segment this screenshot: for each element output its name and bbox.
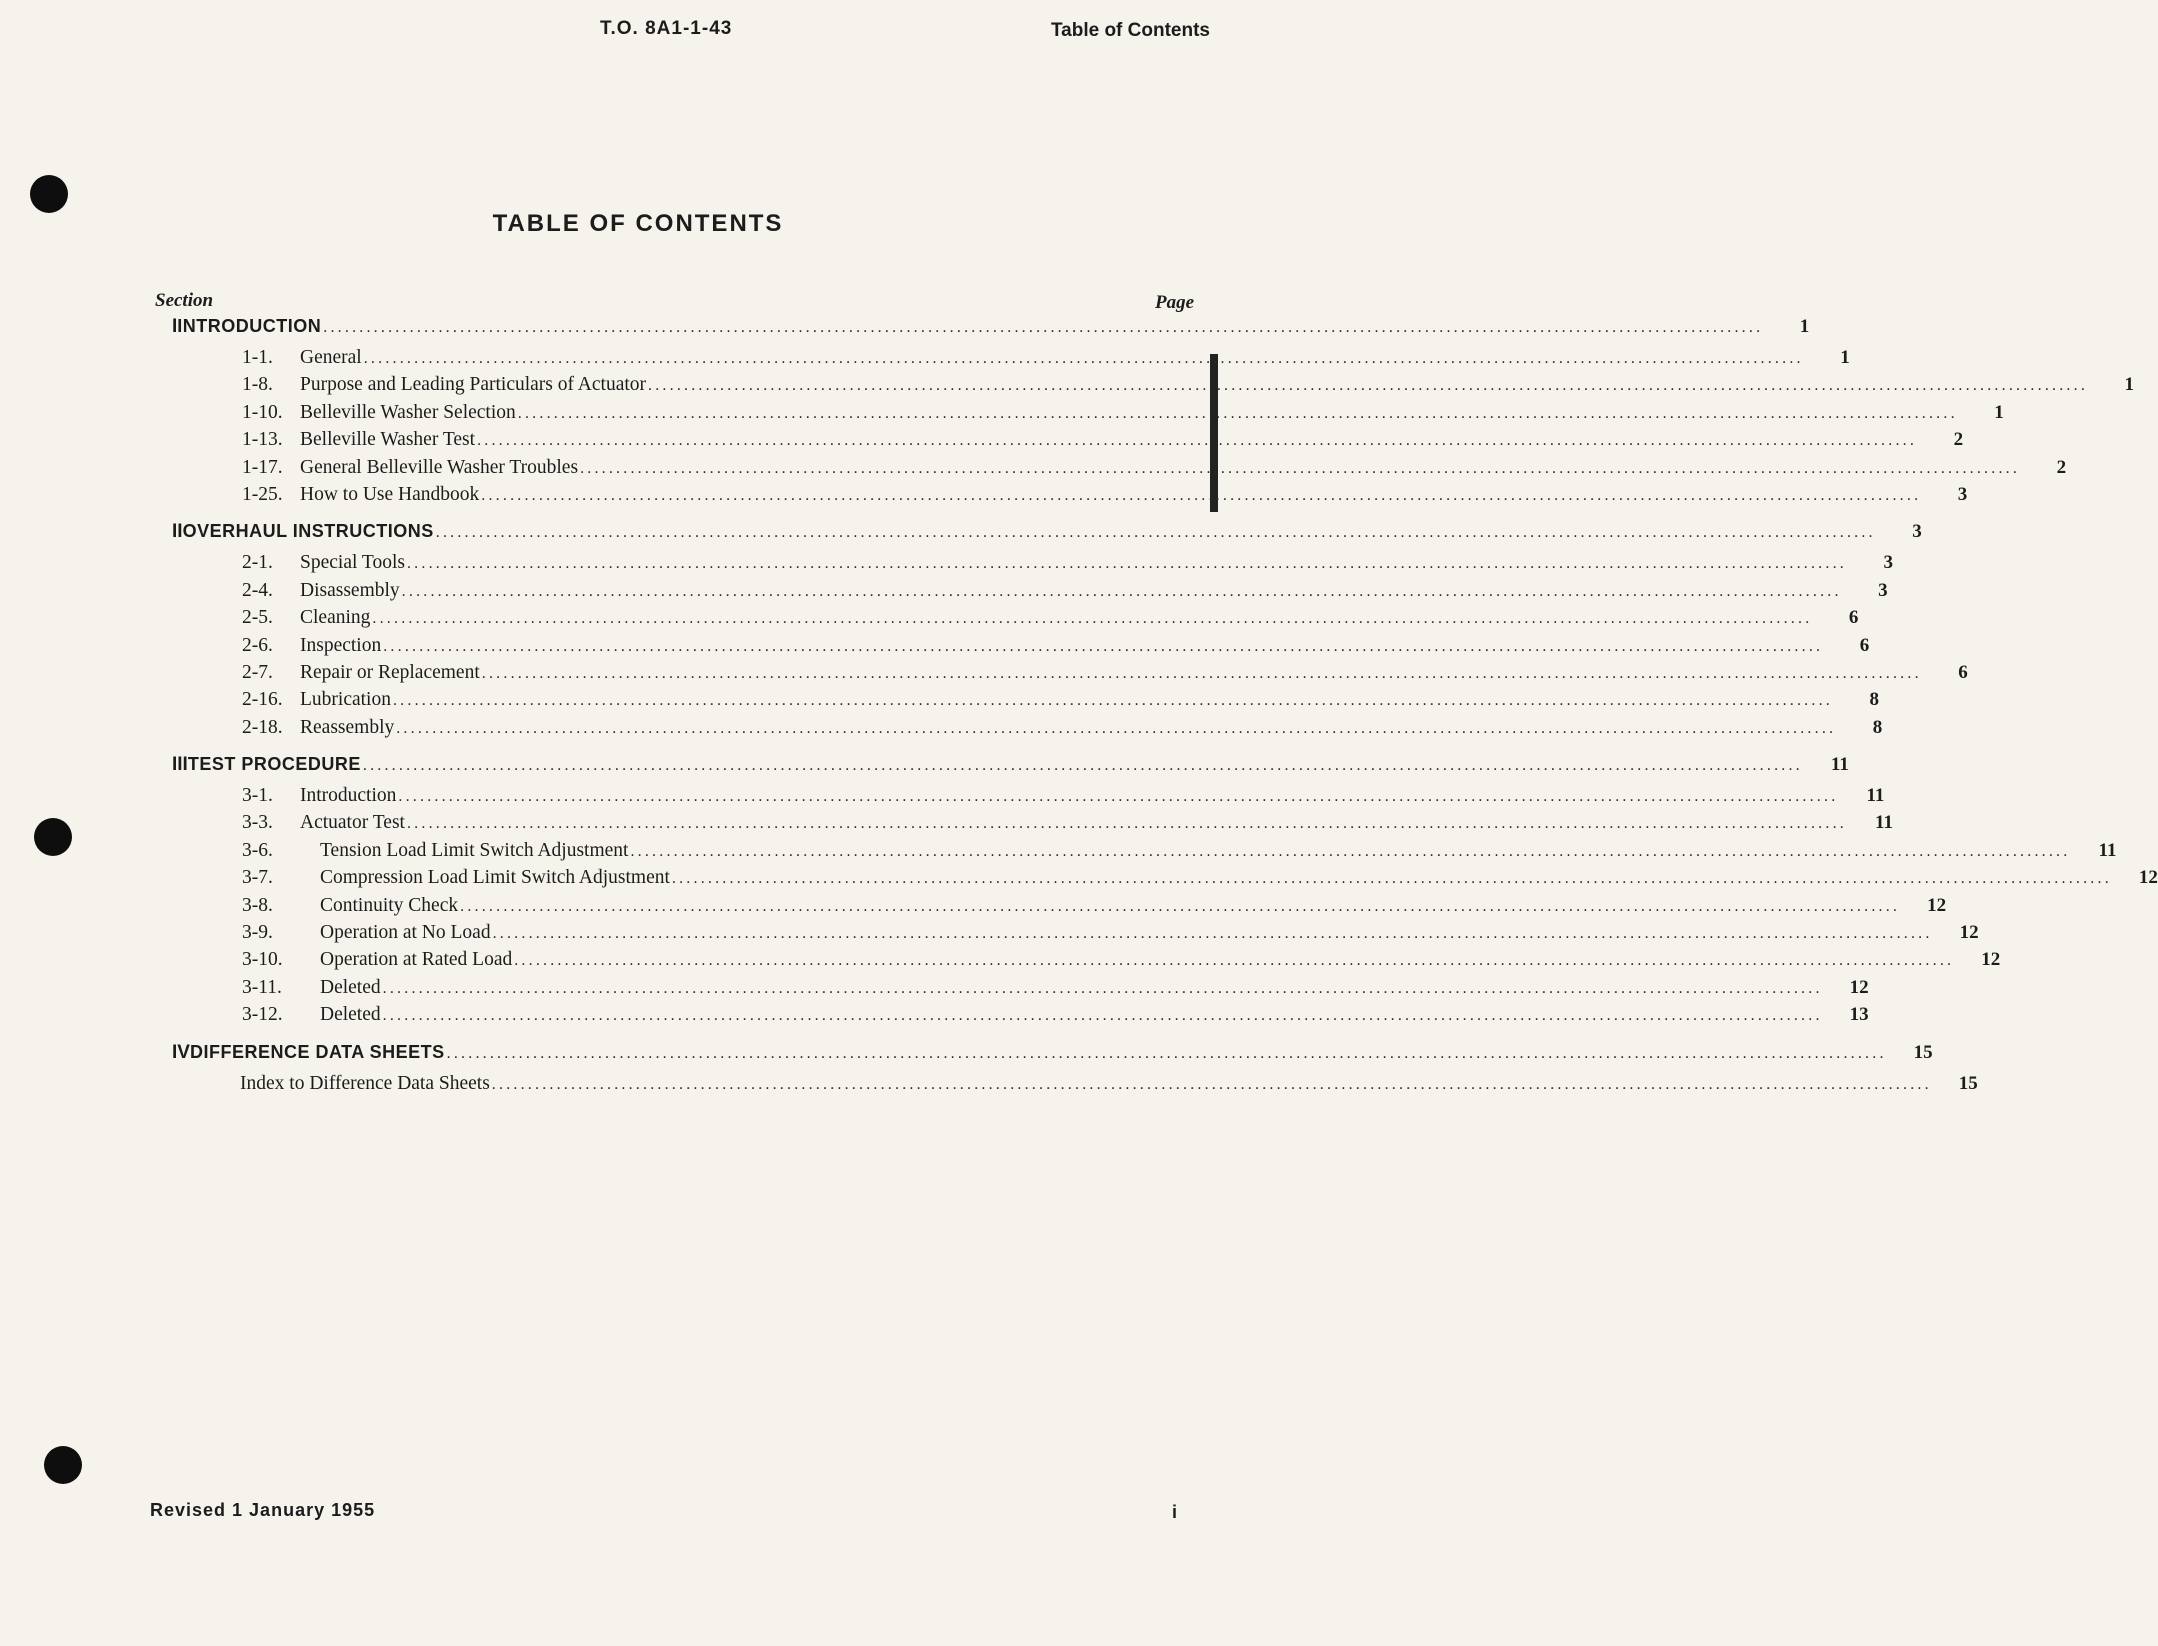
technical-order-number: T.O. 8A1-1-43 [600, 18, 733, 39]
dot-leader: ........................................................................................................................................................................................................ [517, 404, 1958, 422]
toc-entry [160, 483, 1968, 511]
paragraph-number: 3-6. [242, 839, 273, 861]
toc-entry [160, 552, 1893, 579]
table-of-contents [160, 316, 2158, 1100]
toc-entry [160, 785, 1885, 812]
dot-leader: ........................................................................................................................................................................................................ [401, 582, 1842, 600]
entry-page-number: 12 [2138, 867, 2158, 889]
toc-entry [160, 456, 2067, 484]
toc-entry [160, 661, 1968, 689]
toc-entry [160, 1004, 1869, 1031]
paragraph-number: 3-3. [242, 812, 273, 834]
entry-title: Inspection [300, 634, 382, 656]
dot-leader: ........................................................................................................................................................................................................ [406, 555, 1847, 573]
toc-section-heading [160, 521, 1922, 552]
entry-title: Operation at No Load [320, 922, 491, 944]
paragraph-number: 2-4. [242, 579, 273, 601]
toc-entry [160, 347, 1850, 374]
toc-section-heading [160, 1041, 1933, 1073]
entry-title: Cleaning [300, 607, 371, 629]
entry-title: Special Tools [300, 552, 405, 574]
paragraph-number: 2-18. [242, 716, 283, 738]
paragraph-number: 2-5. [242, 607, 273, 629]
paragraph-number: 2-16. [242, 689, 283, 711]
entry-title: Lubrication [300, 689, 391, 711]
binder-hole-bottom [44, 1446, 82, 1484]
entry-title: Disassembly [300, 579, 400, 601]
paragraph-number: 1-13. [242, 429, 283, 451]
dot-leader: ........................................................................................................................................................................................................ [362, 757, 1803, 775]
toc-entry [160, 634, 1870, 662]
entry-title: Belleville Washer Selection [300, 401, 516, 423]
section-page-number: 15 [1913, 1041, 1933, 1063]
toc-entry [160, 894, 1947, 922]
entry-title: Compression Load Limit Switch Adjustment [320, 867, 670, 889]
entry-title: General Belleville Washer Troubles [300, 456, 579, 478]
paragraph-number: 1-10. [242, 401, 283, 423]
entry-page-number: 11 [1866, 785, 1885, 807]
dot-leader: ........................................................................................................................................................................................................ [363, 350, 1804, 367]
section-numeral: I [172, 316, 178, 337]
section-title: OVERHAUL INSTRUCTIONS [182, 521, 434, 542]
toc-section-heading [160, 316, 1810, 347]
paragraph-number: 1-25. [242, 483, 283, 505]
paragraph-number: 3-8. [242, 894, 273, 916]
dot-leader: ........................................................................................................................................................................................................ [648, 377, 2089, 395]
page-number: i [1172, 1502, 1178, 1522]
entry-title: Tension Load Limit Switch Adjustment [320, 839, 629, 861]
dot-leader: ........................................................................................................................................................................................................ [382, 979, 1823, 997]
paragraph-number: 3-9. [242, 922, 273, 944]
toc-entry [160, 374, 2135, 401]
entry-page-number: 2 [2056, 456, 2067, 478]
entry-title: Deleted [320, 1004, 381, 1026]
dot-leader: ........................................................................................................................................................................................................ [406, 815, 1847, 833]
dot-leader: ........................................................................................................................................................................................................ [514, 952, 1955, 970]
toc-section-heading [160, 754, 1849, 785]
entry-title: General [300, 347, 362, 368]
toc-entry [160, 579, 1888, 607]
entry-page-number: 12 [1981, 949, 2001, 971]
section-page-number: 1 [1799, 316, 1810, 337]
entry-page-number: 6 [1958, 661, 1968, 683]
paragraph-number: 3-1. [242, 785, 273, 807]
entry-title: Introduction [300, 785, 397, 807]
dot-leader: ........................................................................................................................................................................................................ [671, 870, 2112, 888]
entry-title: Reassembly [300, 716, 395, 738]
section-numeral: IV [172, 1041, 190, 1063]
entry-page-number: 15 [1958, 1072, 1978, 1094]
toc-entry [160, 1072, 1978, 1100]
paragraph-number: 1-17. [242, 456, 283, 478]
dot-leader: ........................................................................................................................................................................................................ [460, 897, 1901, 915]
dot-leader: ........................................................................................................................................................................................................ [392, 692, 1833, 710]
section-title: DIFFERENCE DATA SHEETS [189, 1041, 445, 1062]
toc-entry [160, 922, 1979, 949]
entry-page-number: 8 [1869, 689, 1879, 711]
entry-page-number: 3 [1957, 483, 1968, 505]
entry-page-number: 12 [1927, 894, 1947, 916]
running-header: Table of Contents [1050, 20, 1210, 41]
entry-title: How to Use Handbook [300, 483, 480, 505]
dot-leader: ........................................................................................................................................................................................................ [630, 842, 2071, 860]
paragraph-number: 3-7. [242, 867, 273, 889]
entry-title: Repair or Replacement [300, 661, 480, 683]
section-title: INTRODUCTION [177, 316, 322, 336]
paragraph-number: 3-12. [242, 1004, 283, 1026]
entry-page-number: 12 [1959, 922, 1979, 944]
entry-title: Deleted [320, 976, 381, 998]
binder-hole-middle [34, 818, 72, 856]
dot-leader: ........................................................................................................................................................................................................ [372, 610, 1813, 628]
entry-page-number: 1 [2124, 374, 2135, 396]
paragraph-number: 3-11. [242, 976, 282, 998]
dot-leader: ........................................................................................................................................................................................................ [435, 524, 1876, 542]
entry-page-number: 2 [1953, 429, 1964, 451]
dot-leader: ........................................................................................................................................................................................................ [382, 1007, 1823, 1025]
entry-page-number: 13 [1849, 1004, 1869, 1026]
entry-title: Continuity Check [320, 894, 459, 916]
entry-page-number: 1 [1994, 401, 2004, 423]
toc-entry [160, 401, 2004, 429]
dot-leader: ........................................................................................................................................................................................................ [446, 1044, 1887, 1062]
section-page-number: 3 [1912, 521, 1922, 543]
entry-page-number: 6 [1859, 634, 1870, 656]
toc-entry [160, 949, 2001, 976]
toc-entry [160, 812, 1893, 839]
toc-entry [160, 429, 1964, 456]
paragraph-number: 2-6. [242, 634, 273, 656]
toc-entry [160, 839, 2117, 867]
dot-leader: ........................................................................................................................................................................................................ [323, 319, 1764, 336]
dot-leader: ........................................................................................................................................................................................................ [396, 719, 1837, 737]
paragraph-number: 3-10. [242, 949, 283, 971]
entry-page-number: 1 [1840, 347, 1850, 368]
toc-entry [160, 689, 1879, 716]
section-page-number: 11 [1830, 754, 1849, 776]
entry-page-number: 11 [2098, 839, 2117, 861]
entry-page-number: 3 [1878, 579, 1888, 601]
toc-entry [160, 867, 2158, 894]
dot-leader: ........................................................................................................................................................................................................ [491, 1075, 1932, 1093]
entry-page-number: 8 [1872, 716, 1883, 738]
entry-page-number: 12 [1849, 976, 1869, 998]
dot-leader: ........................................................................................................................................................................................................ [481, 486, 1922, 504]
section-numeral: III [172, 754, 188, 776]
entry-title: Belleville Washer Test [300, 429, 476, 451]
section-column-heading: Section [155, 290, 214, 311]
page-column-heading: Page [1155, 292, 1195, 313]
revision-date: Revised 1 January 1955 [150, 1500, 376, 1520]
page-title: TABLE OF CONTENTS [492, 210, 784, 237]
paragraph-number: 2-1. [242, 552, 273, 574]
section-numeral: II [172, 521, 183, 543]
toc-entry [160, 716, 1883, 744]
dot-leader: ........................................................................................................................................................................................................ [492, 925, 1933, 943]
paragraph-number: 1-1. [242, 347, 273, 368]
toc-entry [160, 976, 1869, 1004]
entry-page-number: 6 [1848, 607, 1859, 629]
dot-leader: ........................................................................................................................................................................................................ [580, 459, 2021, 477]
entry-title: Purpose and Leading Particulars of Actuator [300, 374, 647, 396]
section-title: TEST PROCEDURE [187, 754, 361, 775]
entry-title: Index to Difference Data Sheets [240, 1072, 490, 1094]
entry-page-number: 3 [1883, 552, 1893, 574]
binder-hole-top [30, 175, 68, 213]
dot-leader: ........................................................................................................................................................................................................ [383, 637, 1824, 655]
entry-page-number: 11 [1875, 812, 1893, 834]
paragraph-number: 1-8. [242, 374, 273, 396]
paragraph-number: 2-7. [242, 661, 273, 683]
dot-leader: ........................................................................................................................................................................................................ [481, 664, 1922, 682]
dot-leader: ........................................................................................................................................................................................................ [398, 788, 1839, 806]
entry-title: Operation at Rated Load [320, 949, 513, 971]
entry-title: Actuator Test [300, 812, 405, 834]
toc-entry [160, 607, 1859, 634]
dot-leader: ........................................................................................................................................................................................................ [477, 432, 1918, 450]
